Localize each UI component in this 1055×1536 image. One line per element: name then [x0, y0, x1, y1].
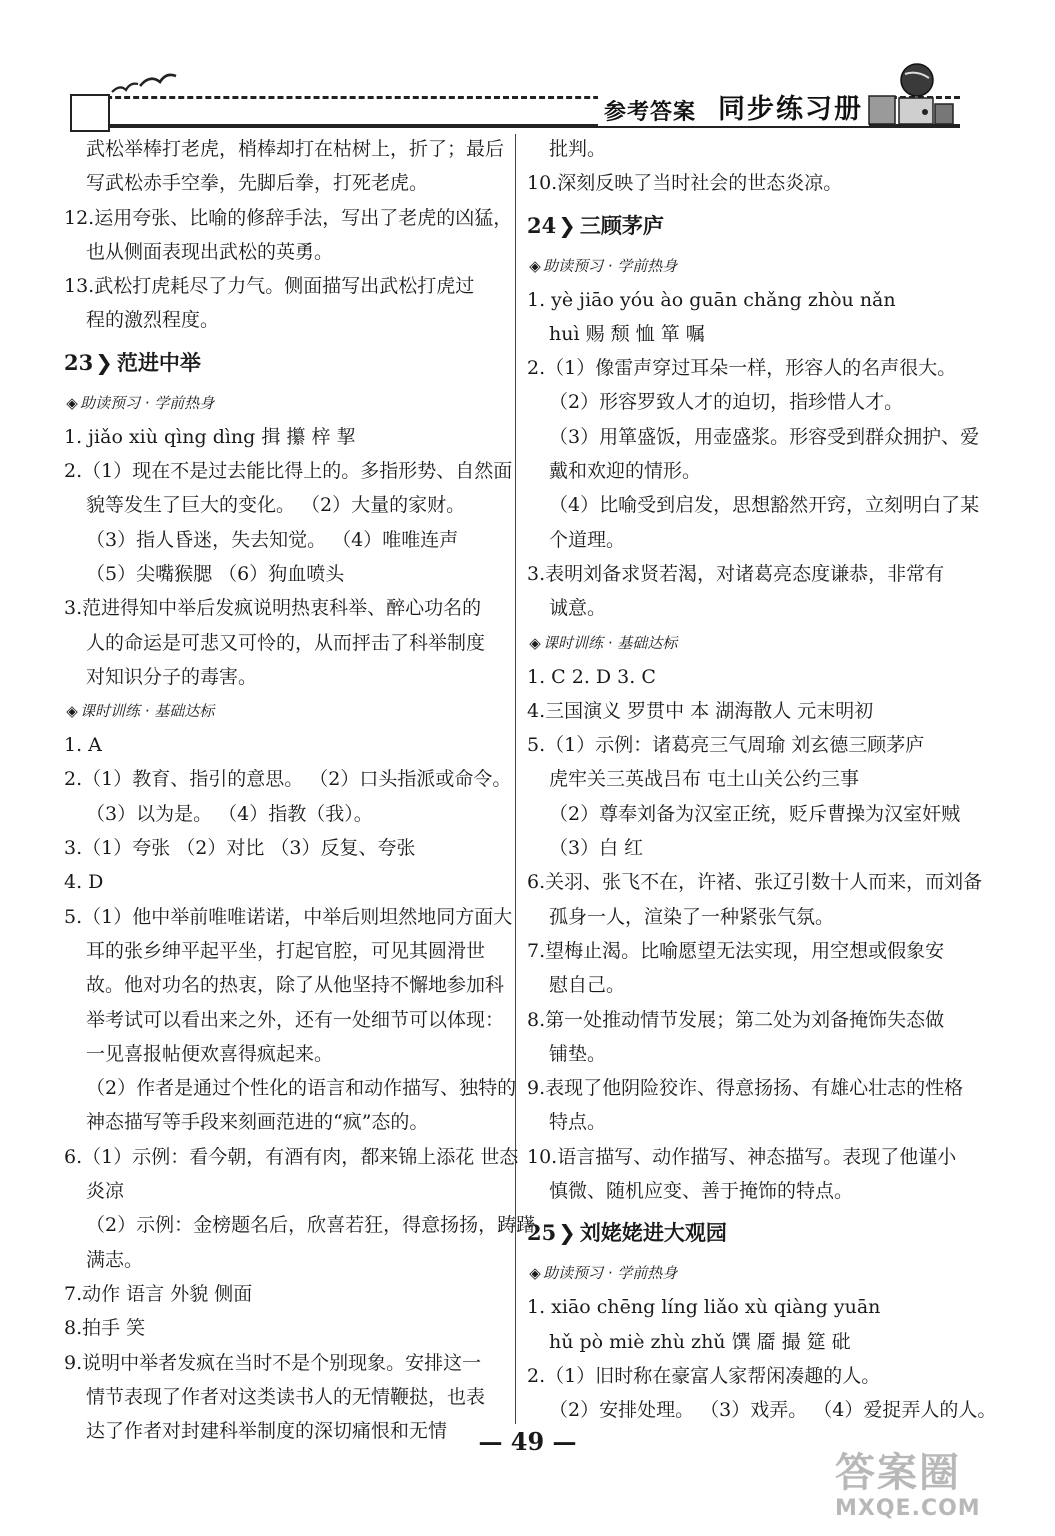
answer-line: 人的命运是可悲又可怜的，从而抨击了科举制度 — [86, 631, 486, 654]
answer-line: 5.（1）他中举前唯唯诺诺，中举后则坦然地同方面大 — [64, 905, 513, 928]
sub-label-preview: ◈ 助读预习 · 学前热身 — [64, 386, 506, 420]
section-number: 25 — [527, 1220, 557, 1246]
answer-line: 达了作者对封建科举制度的深切痛恨和无情 — [86, 1420, 448, 1443]
chevron-right-icon: ❯ — [558, 213, 576, 238]
answer-line: 个道理。 — [549, 528, 626, 551]
answer-line: （2）示例：金榜题名后，欣喜若狂，得意扬扬，踌躇 — [86, 1214, 536, 1237]
answer-line: 10.深刻反映了当时社会的世态炎凉。 — [527, 172, 843, 195]
answer-label: 参考答案 — [604, 100, 697, 125]
section-title: 范进中举 — [116, 350, 201, 375]
book-title: 同步练习册 — [718, 94, 864, 125]
answer-line: 举考试可以看出来之外，还有一处细节可以体现： — [86, 1008, 505, 1031]
answer-line: 2.（1）像雷声穿过耳朵一样，形容人的名声很大。 — [527, 357, 957, 380]
answer-line: 慎微、随机应变、善于掩饰的特点。 — [549, 1180, 854, 1203]
answer-line: 7.动作 语言 外貌 侧面 — [64, 1282, 253, 1305]
answer-line: 4.三国演义 罗贯中 本 湖海散人 元末明初 — [527, 699, 874, 722]
answer-line: 3.表明刘备求贤若渴，对诸葛亮态度谦恭，非常有 — [527, 562, 945, 585]
sub-label-preview: ◈ 助读预习 · 学前热身 — [527, 1256, 959, 1290]
section-heading-23 — [64, 340, 506, 386]
answer-line: 1. A — [64, 734, 102, 757]
header-title-block — [598, 90, 869, 126]
answer-line: 情节表现了作者对这类读书人的无情鞭挞，也表 — [86, 1385, 486, 1408]
watermark — [835, 1450, 1045, 1530]
answer-line: 8.拍手 笑 — [64, 1317, 146, 1340]
answer-line: 1. yè jiāo yóu ào guān chǎng zhòu nǎn — [527, 288, 896, 311]
diamond-icon: ◈ — [529, 256, 541, 275]
answer-line: （2）安排处理。 （3）戏弄。 （4）爱捉弄人的人。 — [549, 1399, 997, 1422]
diamond-icon: ◈ — [529, 1264, 541, 1283]
diamond-icon: ◈ — [66, 393, 78, 412]
chevron-right-icon: ❯ — [558, 1221, 576, 1246]
answer-line: 10.语言描写、动作描写、神态描写。表现了他谨小 — [527, 1145, 957, 1168]
answer-line: 批判。 — [549, 138, 607, 160]
page-header — [0, 0, 1055, 140]
answer-line: 1. C 2. D 3. C — [527, 665, 656, 688]
answer-line: hǔ pò miè zhù zhǔ 馔 靥 撮 筵 砒 — [549, 1330, 851, 1353]
answer-line: 铺垫。 — [549, 1042, 607, 1065]
answer-line: （3）指人昏迷，失去知觉。 （4）唯唯连声 — [86, 528, 459, 551]
answer-line: 5.（1）示例：诸葛亮三气周瑜 刘玄德三顾茅庐 — [527, 734, 925, 757]
answer-line: 1. jiǎo xiù qìng dìng 揖 攥 梓 挈 — [64, 425, 356, 448]
answer-line: 慰自己。 — [549, 974, 626, 997]
answer-line: 对知识分子的毒害。 — [86, 665, 258, 688]
answer-line: （4）比喻受到启发，思想豁然开窍，立刻明白了某 — [549, 494, 980, 517]
answer-line: （2）尊奉刘备为汉室正统，贬斥曹操为汉室奸贼 — [549, 802, 961, 825]
answer-line: 2.（1）旧时称在豪富人家帮闲凑趣的人。 — [527, 1364, 881, 1387]
watermark-url: MXQE.COM — [835, 1496, 981, 1521]
answer-line: 虎牢关三英战吕布 屯土山关公约三事 — [549, 768, 860, 791]
answer-line: 也从侧面表现出武松的英勇。 — [86, 240, 334, 263]
answer-line: 故。他对功名的热衷，除了从他坚持不懈地参加科 — [86, 974, 505, 997]
section-title: 刘姥姥进大观园 — [579, 1221, 727, 1246]
answer-line: （2）作者是通过个性化的语言和动作描写、独特的 — [86, 1077, 517, 1100]
answer-line: 3.范进得知中举后发疯说明热衷科举、醉心功名的 — [64, 597, 482, 620]
answer-line: （2）形容罗致人才的迫切，指珍惜人才。 — [549, 391, 904, 414]
right-column — [527, 132, 997, 1428]
answer-line: 貌等发生了巨大的变化。 （2）大量的家财。 — [86, 494, 466, 517]
chevron-right-icon: ❯ — [95, 350, 113, 375]
answer-line: （5）尖嘴猴腮 （6）狗血喷头 — [86, 562, 345, 585]
section-number: 24 — [527, 212, 557, 238]
answer-line: 3.（1）夸张 （2）对比 （3）反复、夸张 — [64, 837, 416, 860]
diamond-icon: ◈ — [66, 702, 78, 721]
sub-label-preview: ◈ 助读预习 · 学前热身 — [527, 249, 959, 283]
answer-line: 一见喜报帖便欢喜得疯起来。 — [86, 1042, 334, 1065]
answer-line: 武松举棒打老虎，梢棒却打在枯树上，折了；最后 — [86, 138, 505, 160]
diamond-icon: ◈ — [529, 633, 541, 652]
answer-line: 6.（1）示例：看今朝，有酒有肉，都来锦上添花 世态 — [64, 1145, 519, 1168]
answer-line: 9.表现了他阴险狡诈、得意扬扬、有雄心壮志的性格 — [527, 1077, 964, 1100]
page-number: — 49 — — [478, 1427, 577, 1456]
answer-line: （3）白 红 — [549, 837, 644, 860]
answer-line: 8.第一处推动情节发展；第二处为刘备掩饰失态做 — [527, 1008, 945, 1031]
answer-line: 特点。 — [549, 1111, 607, 1134]
answer-line: 1. xiāo chēng líng liǎo xù qiàng yuān — [527, 1296, 881, 1319]
answer-line: 写武松赤手空拳，先脚后拳，打死老虎。 — [86, 172, 429, 195]
sub-label-training: ◈ 课时训练 · 基础达标 — [527, 626, 959, 660]
answer-line: 13.武松打虎耗尽了力气。侧面描写出武松打虎过 — [64, 275, 475, 298]
answer-line: 12.运用夸张、比喻的修辞手法，写出了老虎的凶猛， — [64, 206, 513, 229]
answer-line: 戴和欢迎的情形。 — [549, 460, 702, 483]
answer-line: 2.（1）教育、指引的意思。 （2）口头指派或命令。 — [64, 768, 512, 791]
answer-line: 诚意。 — [549, 597, 607, 620]
section-heading-25 — [527, 1210, 959, 1256]
answer-line: 孤身一人，渲染了一种紧张气氛。 — [549, 905, 835, 928]
globe-figure-icon — [865, 56, 960, 131]
answer-line: 4. D — [64, 871, 104, 894]
answer-line: （3）以为是。 （4）指教（我）。 — [86, 802, 373, 825]
answer-line: 程的激烈程度。 — [86, 309, 220, 332]
answer-line: 7.望梅止渴。比喻愿望无法实现，用空想或假象安 — [527, 939, 945, 962]
header-corner-box — [70, 94, 110, 132]
answer-line: 6.关羽、张飞不在，许褚、张辽引数十人而来，而刘备 — [527, 871, 983, 894]
answer-line: （3）用箪盛饭，用壶盛浆。形容受到群众拥护、爱 — [549, 425, 980, 448]
left-column — [64, 132, 536, 1448]
birds-icon — [110, 70, 180, 110]
answer-line: 炎凉 — [86, 1180, 125, 1203]
section-title: 三顾茅庐 — [579, 213, 664, 238]
sub-label-training: ◈ 课时训练 · 基础达标 — [64, 694, 506, 728]
answer-line: 9.说明中举者发疯在当时不是个别现象。安排这一 — [64, 1351, 482, 1374]
answer-line: 满志。 — [86, 1248, 144, 1271]
answer-line: huì 赐 颓 恤 箪 嘱 — [549, 322, 705, 345]
answer-line: 神态描写等手段来刻画范进的“疯”态的。 — [86, 1111, 429, 1134]
answer-line: 耳的张乡绅平起平坐，打起官腔，可见其圆滑世 — [86, 939, 486, 962]
answer-line: 2.（1）现在不是过去能比得上的。多指形势、自然面 — [64, 460, 513, 483]
section-number: 23 — [64, 349, 94, 375]
section-heading-24 — [527, 203, 959, 249]
watermark-text: 答案圈 — [835, 1450, 961, 1496]
